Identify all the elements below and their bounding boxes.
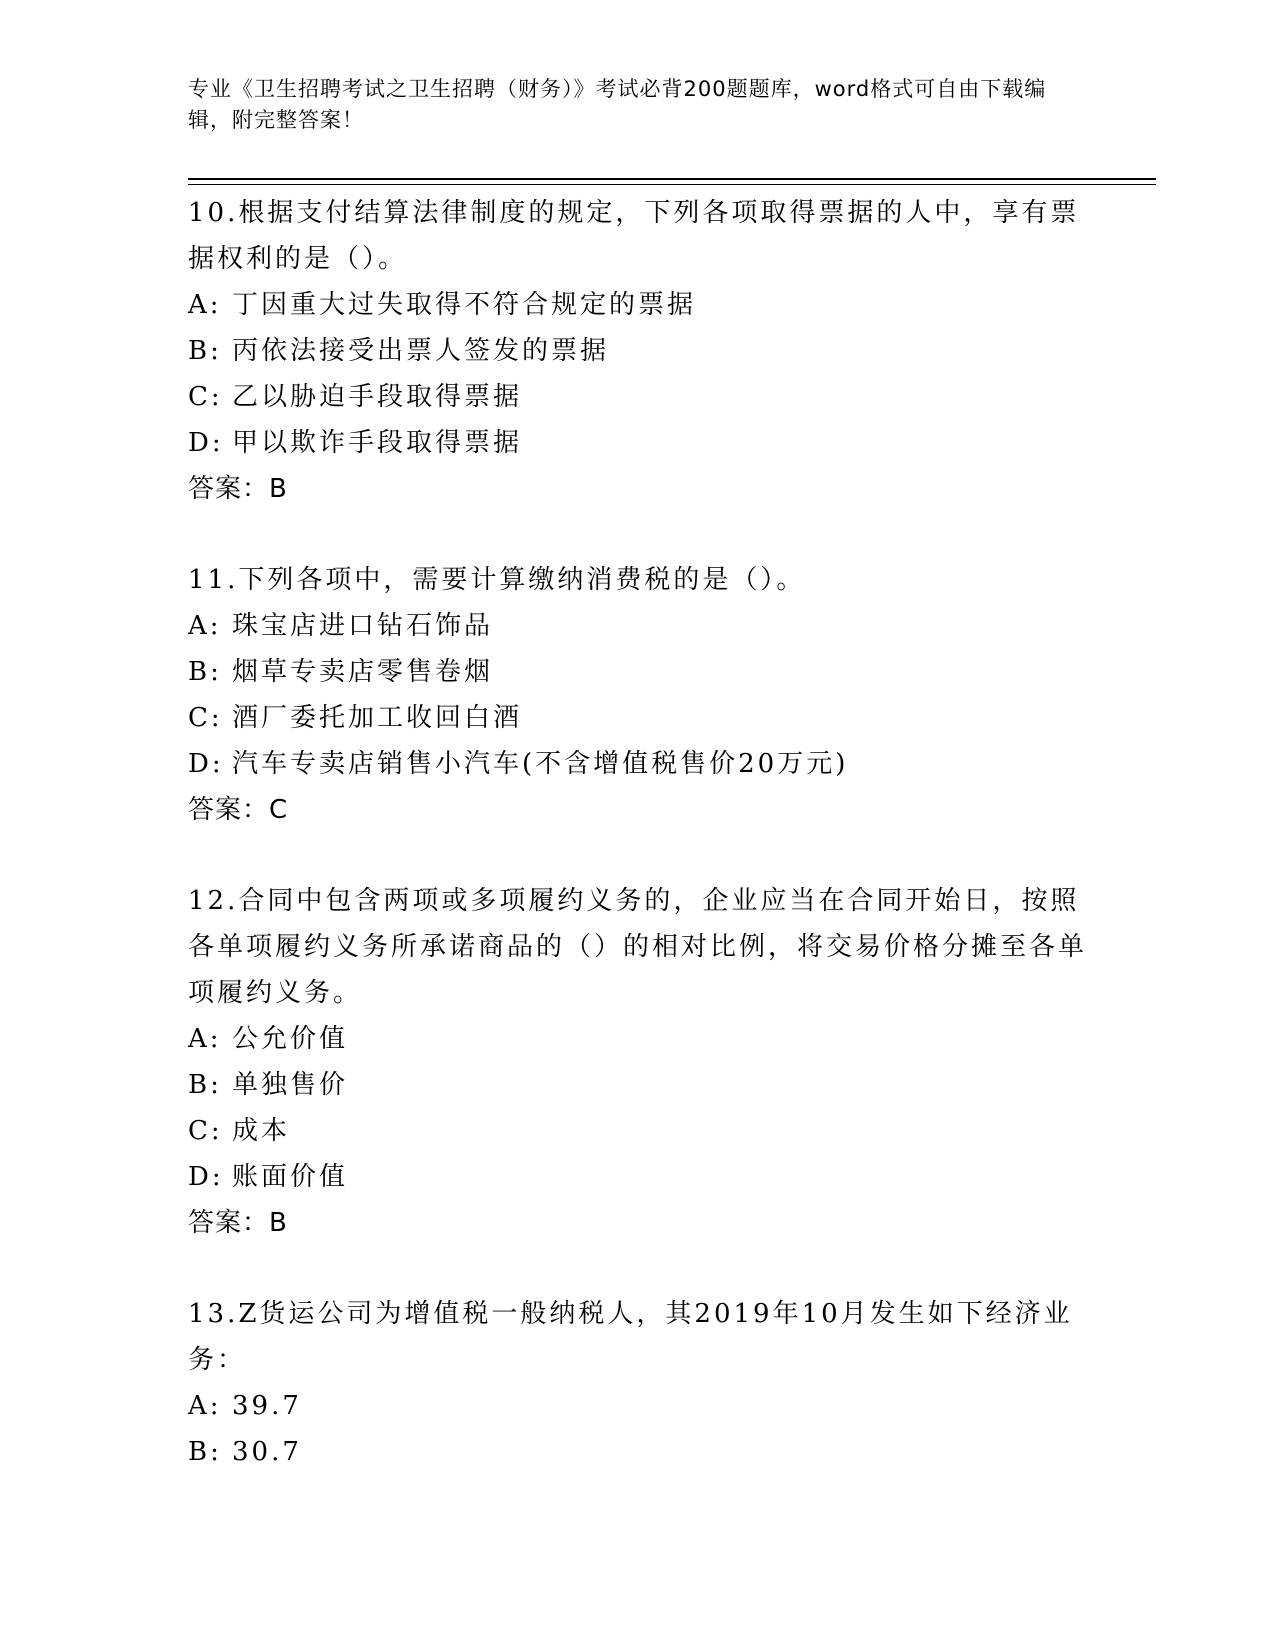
option-key: C: xyxy=(188,1116,223,1146)
option-key: B: xyxy=(188,657,222,687)
option-key: C: xyxy=(188,382,223,412)
option-c xyxy=(188,1108,1088,1154)
option-d xyxy=(188,420,1088,466)
header-divider-thick xyxy=(188,178,1156,180)
question-11 xyxy=(188,557,1088,833)
option-key: A: xyxy=(188,1391,222,1421)
option-text: 30.7 xyxy=(232,1437,302,1467)
option-key: D: xyxy=(188,1162,224,1192)
option-key: B: xyxy=(188,336,222,366)
option-text: 公允价值 xyxy=(232,1024,349,1054)
option-a xyxy=(188,603,1088,649)
answer-line: 答案：B xyxy=(188,474,288,504)
option-b xyxy=(188,1062,1088,1108)
option-d xyxy=(188,1154,1088,1200)
option-key: D: xyxy=(188,428,224,458)
option-d xyxy=(188,741,1088,787)
question-list xyxy=(188,190,1088,1520)
question-text: 10.根据支付结算法律制度的规定，下列各项取得票据的人中，享有票据权利的是（）。 xyxy=(188,198,1080,274)
option-text: 丁因重大过失取得不符合规定的票据 xyxy=(232,290,697,320)
option-key: B: xyxy=(188,1437,222,1467)
option-key: A: xyxy=(188,290,222,320)
document-header-note: 专业《卫生招聘考试之卫生招聘（财务）》考试必背200题题库，word格式可自由下载编辑，附完整答案！ xyxy=(188,77,1047,132)
option-a xyxy=(188,282,1088,328)
option-c xyxy=(188,374,1088,420)
option-text: 汽车专卖店销售小汽车(不含增值税售价20万元) xyxy=(232,749,849,779)
option-text: 珠宝店进口钻石饰品 xyxy=(232,611,494,641)
question-13 xyxy=(188,1291,1088,1475)
option-text: 账面价值 xyxy=(232,1162,349,1192)
question-12 xyxy=(188,878,1088,1246)
question-text: 11.下列各项中，需要计算缴纳消费税的是（）。 xyxy=(188,565,806,595)
question-text: 12.合同中包含两项或多项履约义务的，企业应当在合同开始日，按照各单项履约义务所承诺商品的（）的相对比例，将交易价格分摊至各单项履约义务。 xyxy=(188,886,1088,1008)
option-c xyxy=(188,695,1088,741)
option-b xyxy=(188,1429,1088,1475)
question-text: 13.Z货运公司为增值税一般纳税人，其2019年10月发生如下经济业务： xyxy=(188,1299,1073,1375)
answer-line: 答案：C xyxy=(188,795,289,825)
option-text: 单独售价 xyxy=(232,1070,349,1100)
option-key: C: xyxy=(188,703,223,733)
option-b xyxy=(188,649,1088,695)
header-divider-thin xyxy=(188,184,1156,185)
option-text: 丙依法接受出票人签发的票据 xyxy=(232,336,610,366)
option-text: 乙以胁迫手段取得票据 xyxy=(232,382,523,412)
option-key: A: xyxy=(188,611,222,641)
option-key: A: xyxy=(188,1024,222,1054)
option-text: 烟草专卖店零售卷烟 xyxy=(232,657,494,687)
option-text: 成本 xyxy=(232,1116,291,1146)
option-key: D: xyxy=(188,749,224,779)
option-a xyxy=(188,1016,1088,1062)
option-text: 酒厂委托加工收回白酒 xyxy=(232,703,523,733)
option-key: B: xyxy=(188,1070,222,1100)
question-10 xyxy=(188,190,1088,512)
option-text: 甲以欺诈手段取得票据 xyxy=(232,428,523,458)
answer-line: 答案：B xyxy=(188,1208,288,1238)
option-text: 39.7 xyxy=(232,1391,302,1421)
option-a xyxy=(188,1383,1088,1429)
option-b xyxy=(188,328,1088,374)
